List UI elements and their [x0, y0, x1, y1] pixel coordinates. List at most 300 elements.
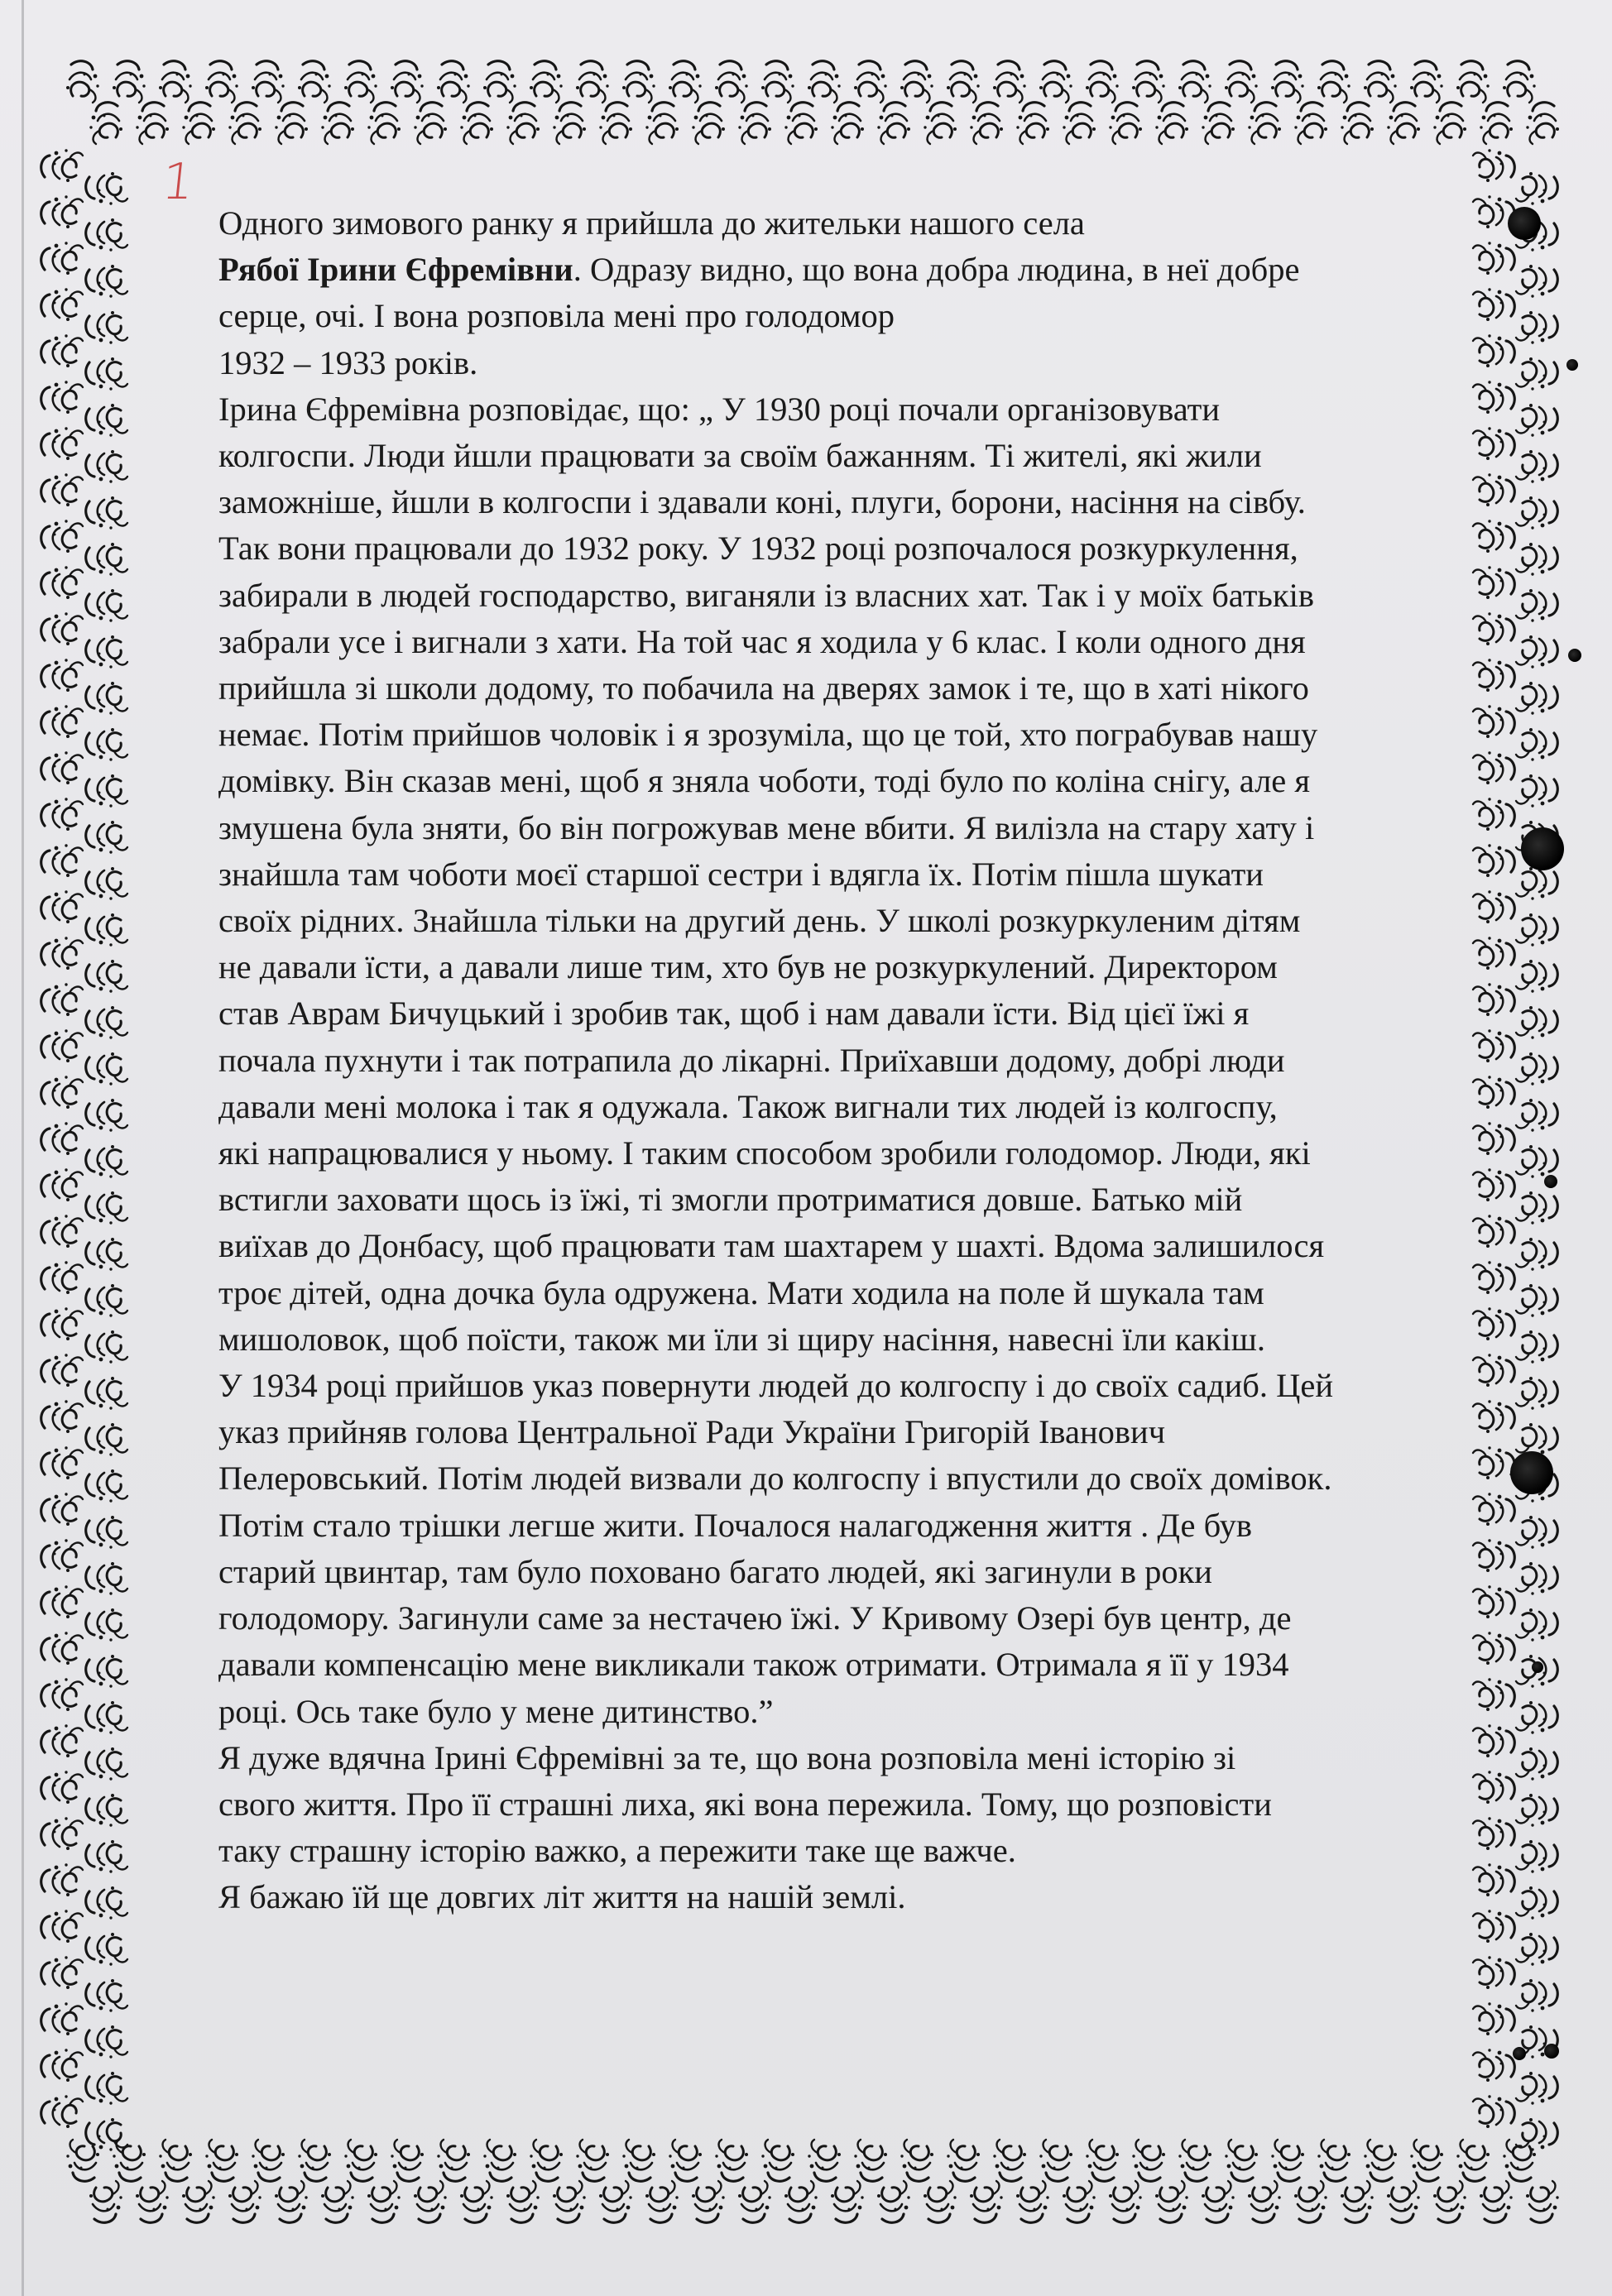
border-ornament — [86, 1794, 127, 1827]
intro-line — [218, 247, 1509, 293]
border-ornament — [1473, 2049, 1514, 2082]
border-ornament — [86, 1469, 127, 1503]
border-ornament — [1516, 1886, 1557, 1920]
border-ornament — [86, 1840, 127, 1873]
text-line: указ прийняв голова Центральної Ради України Григорій Іванович — [218, 1413, 1166, 1451]
border-ornament — [924, 2181, 957, 2222]
border-ornament — [1516, 1145, 1557, 1178]
border-ornament — [391, 61, 424, 103]
border-ornament — [1516, 728, 1557, 761]
border-ornament — [1063, 103, 1096, 144]
border-ornament — [41, 705, 83, 738]
border-ornament — [41, 798, 83, 831]
border-ornament — [41, 195, 83, 228]
border-ornament — [1516, 1979, 1557, 2012]
text-line: змушена була зняти, бо він погрожував мене вбити. Я вилізла на стару хату і — [218, 808, 1315, 846]
border-ornament — [1387, 2181, 1420, 2222]
border-ornament — [298, 2140, 331, 2181]
border-ornament — [228, 103, 261, 144]
border-ornament — [41, 2095, 83, 2128]
border-ornament — [41, 1400, 83, 1433]
border-ornament — [41, 937, 83, 970]
text-line: У 1934 році прийшов указ повернути людей до колгоспу і до своїх садиб. Цей — [218, 1367, 1334, 1405]
border-ornament — [41, 149, 83, 182]
border-ornament — [159, 61, 192, 103]
border-ornament — [738, 103, 771, 144]
border-ornament — [1526, 2181, 1559, 2222]
border-ornament — [1294, 103, 1327, 144]
text-line: колгоспи. Люди йшли працювати за своїм бажанням. Ті жителі, які жили — [218, 437, 1262, 475]
border-ornament — [86, 682, 127, 715]
punch-hole — [1513, 2047, 1526, 2060]
border-ornament — [41, 1539, 83, 1572]
text-line: став Аврам Бичуцький і зробив так, щоб і нам давали їсти. Від цієї їжі я — [218, 995, 1250, 1033]
border-ornament — [1516, 496, 1557, 530]
border-ornament — [86, 1284, 127, 1317]
border-ornament — [1516, 1284, 1557, 1317]
border-ornament — [1016, 2181, 1049, 2222]
border-ornament — [86, 2025, 127, 2059]
border-ornament — [275, 2181, 308, 2222]
border-ornament — [1480, 2181, 1513, 2222]
border-ornament — [86, 265, 127, 298]
border-ornament — [1109, 103, 1142, 144]
border-ornament — [715, 61, 748, 103]
border-ornament — [576, 61, 609, 103]
border-ornament — [86, 1099, 127, 1132]
border-ornament — [437, 61, 470, 103]
page-number: 1 — [159, 153, 197, 211]
border-ornament — [1516, 682, 1557, 715]
border-ornament — [692, 2181, 725, 2222]
border-ornament — [86, 821, 127, 854]
border-ornament — [275, 103, 308, 144]
border-ornament — [1516, 589, 1557, 622]
border-ornament — [41, 1771, 83, 1804]
border-ornament — [553, 103, 586, 144]
border-ornament — [86, 1608, 127, 1642]
border-ornament — [41, 1354, 83, 1387]
border-ornament — [1516, 1052, 1557, 1086]
border-ornament — [205, 2140, 238, 2181]
border-ornament — [1516, 2072, 1557, 2105]
text-line: домівку. Він сказав мені, щоб я зняла чоботи, тоді було по коліна снігу, але я — [218, 762, 1311, 800]
border-ornament — [41, 520, 83, 553]
border-ornament — [41, 1724, 83, 1757]
border-ornament — [159, 2140, 192, 2181]
text-line: прийшла зі школи додому, то побачила на дверях замок і те, що в хаті нікого — [218, 669, 1309, 707]
border-ornament — [645, 2181, 679, 2222]
border-ornament — [41, 751, 83, 784]
border-ornament — [86, 357, 127, 391]
border-ornament — [1516, 357, 1557, 391]
text-line: голодомору. Загинули саме за нестачею їжі. У Кривому Озері був центр, де — [218, 1599, 1292, 1637]
text-line: почала пухнути і так потрапила до лікарні. Приїхавши додому, добрі люди — [218, 1041, 1285, 1079]
border-ornament — [1039, 2140, 1072, 2181]
border-ornament — [1456, 61, 1490, 103]
border-ornament — [86, 1423, 127, 1456]
border-ornament — [367, 2181, 401, 2222]
border-ornament — [41, 1446, 83, 1479]
border-ornament — [669, 61, 702, 103]
text-line: забирали в людей господарство, виганяли із власних хат. Так і у моїх батьків — [218, 576, 1314, 614]
border-ornament — [86, 774, 127, 808]
border-ornament — [900, 61, 933, 103]
border-ornament — [645, 103, 679, 144]
border-ornament — [41, 2002, 83, 2035]
border-ornament — [252, 2140, 285, 2181]
border-ornament — [414, 2181, 447, 2222]
person-name: Рябої Ірини Єфремівни — [218, 251, 573, 289]
border-ornament — [86, 404, 127, 437]
border-ornament — [506, 103, 540, 144]
border-ornament — [86, 1747, 127, 1781]
border-ornament — [86, 913, 127, 947]
border-ornament — [86, 1006, 127, 1039]
border-ornament — [1456, 2140, 1490, 2181]
border-ornament — [1516, 1840, 1557, 1873]
punch-hole — [1532, 1661, 1543, 1673]
border-ornament — [113, 61, 146, 103]
border-ornament — [41, 1493, 83, 1526]
border-ornament — [205, 61, 238, 103]
border-ornament — [715, 2140, 748, 2181]
punch-hole — [1510, 1451, 1553, 1494]
intro-line-rest: . Одразу видно, що вона добра людина, в неї добре — [573, 251, 1300, 289]
border-ornament — [1132, 61, 1165, 103]
border-ornament — [1516, 1794, 1557, 1827]
border-ornament — [86, 1145, 127, 1178]
border-ornament — [86, 1979, 127, 2012]
border-ornament — [622, 61, 655, 103]
border-ornament — [1202, 103, 1235, 144]
border-ornament — [1086, 2140, 1119, 2181]
border-ornament — [89, 2181, 122, 2222]
border-ornament — [1516, 2118, 1557, 2151]
border-ornament — [41, 473, 83, 506]
text-line: Я дуже вдячна Ірині Єфремівні за те, що вона розповіла мені історію зі — [218, 1738, 1236, 1776]
punch-hole — [1544, 1175, 1557, 1188]
text-line: виїхав до Донбасу, щоб працювати там шахтарем у шахті. Вдома залишилося — [218, 1227, 1325, 1265]
border-ornament — [483, 61, 516, 103]
border-ornament — [41, 1261, 83, 1294]
border-ornament — [41, 1678, 83, 1711]
border-ornament — [86, 1562, 127, 1595]
border-ornament — [1109, 2181, 1142, 2222]
border-ornament — [947, 2140, 980, 2181]
text-line: своїх рідних. Знайшла тільки на другий день. У школі розкуркуленим дітям — [218, 902, 1301, 940]
border-ornament — [530, 2140, 563, 2181]
border-ornament — [182, 103, 215, 144]
text-line: встигли заховати щось із їжі, ті змогли протриматися довше. Батько мій — [218, 1181, 1243, 1219]
border-ornament — [1063, 2181, 1096, 2222]
border-ornament — [437, 2140, 470, 2181]
border-ornament — [1473, 2095, 1514, 2128]
border-ornament — [86, 728, 127, 761]
border-ornament — [599, 103, 632, 144]
border-ornament — [854, 61, 887, 103]
text-line: році. Ось таке було у мене дитинство.” — [218, 1692, 774, 1730]
border-ornament — [86, 1377, 127, 1410]
border-ornament — [41, 1585, 83, 1618]
border-ornament — [228, 2181, 261, 2222]
text-line: давали мені молока і так я одужала. Також вигнали тих людей із колгоспу, — [218, 1087, 1278, 1125]
border-ornament — [41, 381, 83, 414]
border-ornament — [1516, 311, 1557, 344]
border-ornament — [86, 450, 127, 483]
border-ornament — [182, 2181, 215, 2222]
border-ornament — [41, 1307, 83, 1340]
border-ornament — [1248, 103, 1281, 144]
border-ornament — [1364, 61, 1397, 103]
border-ornament — [1132, 2140, 1165, 2181]
text-line: не давали їсти, а давали лише тим, хто був не розкуркулений. Директором — [218, 948, 1278, 986]
border-ornament — [1271, 61, 1304, 103]
text-line: Пелеровський. Потім людей визвали до колгоспу і впустили до своїх домівок. — [218, 1460, 1332, 1498]
border-ornament — [1516, 265, 1557, 298]
border-ornament — [1202, 2181, 1235, 2222]
border-ornament — [86, 2072, 127, 2105]
border-ornament — [1178, 61, 1211, 103]
border-ornament — [1480, 103, 1513, 144]
border-ornament — [1516, 774, 1557, 808]
border-ornament — [86, 172, 127, 205]
border-ornament — [970, 2181, 1003, 2222]
border-ornament — [877, 103, 910, 144]
text-line: троє дітей, одна дочка була одружена. Мати ходила на поле й шукала там — [218, 1273, 1264, 1311]
border-ornament — [738, 2181, 771, 2222]
border-ornament — [1516, 1377, 1557, 1410]
text-line: заможніше, йшли в колгоспи і здавали коні, плуги, борони, насіння на сівбу. — [218, 483, 1306, 521]
border-ornament — [41, 334, 83, 367]
border-ornament — [86, 218, 127, 252]
border-ornament — [993, 2140, 1026, 2181]
text-line: свого життя. Про її страшні лиха, які вона пережила. Тому, що розповісти — [218, 1785, 1272, 1823]
border-ornament — [692, 103, 725, 144]
border-ornament — [1516, 1330, 1557, 1364]
border-ornament — [831, 2181, 864, 2222]
border-ornament — [1225, 61, 1258, 103]
border-ornament — [86, 496, 127, 530]
border-ornament — [86, 1886, 127, 1920]
border-ornament — [1503, 2140, 1536, 2181]
border-ornament — [1473, 2002, 1514, 2035]
border-ornament — [622, 2140, 655, 2181]
border-ornament — [252, 61, 285, 103]
text-line: мишоловок, щоб поїсти, також ми їли зі щиру насіння, навесні їли какіш. — [218, 1320, 1265, 1358]
border-ornament — [1341, 2181, 1374, 2222]
border-ornament — [1516, 635, 1557, 669]
border-ornament — [41, 1215, 83, 1248]
border-ornament — [321, 2181, 354, 2222]
border-ornament — [1271, 2140, 1304, 2181]
border-ornament — [1294, 2181, 1327, 2222]
punch-hole — [1521, 827, 1564, 870]
border-ornament — [86, 543, 127, 576]
border-ornament — [41, 1029, 83, 1062]
border-ornament — [41, 983, 83, 1016]
border-ornament — [86, 1191, 127, 1225]
border-ornament — [1516, 913, 1557, 947]
border-ornament — [553, 2181, 586, 2222]
border-ornament — [877, 2181, 910, 2222]
border-ornament — [854, 2140, 887, 2181]
border-ornament — [41, 1076, 83, 1109]
border-ornament — [506, 2181, 540, 2222]
border-ornament — [86, 867, 127, 900]
border-ornament — [41, 288, 83, 321]
text-line: забрали усе і вигнали з хати. На той час я ходила у 6 клас. І коли одного дня — [218, 622, 1306, 660]
border-ornament — [1516, 1191, 1557, 1225]
intro-line: серце, очі. І вона розповіла мені про голодомор — [218, 297, 895, 335]
border-ornament — [136, 103, 169, 144]
border-ornament — [1178, 2140, 1211, 2181]
punch-hole — [1566, 359, 1578, 371]
border-ornament — [41, 1122, 83, 1155]
border-ornament — [761, 2140, 794, 2181]
border-ornament — [1516, 1747, 1557, 1781]
border-ornament — [1516, 1006, 1557, 1039]
border-ornament — [599, 2181, 632, 2222]
punch-hole — [1544, 2044, 1559, 2059]
border-ornament — [321, 103, 354, 144]
text-line: таку страшну історію важко, а пережити таке ще важче. — [218, 1832, 1016, 1870]
border-ornament — [1516, 1701, 1557, 1734]
border-ornament — [1155, 103, 1188, 144]
border-ornament — [1155, 2181, 1188, 2222]
border-ornament — [1516, 1099, 1557, 1132]
border-ornament — [1387, 103, 1420, 144]
border-ornament — [66, 61, 99, 103]
border-ornament — [1516, 172, 1557, 205]
border-ornament — [41, 1910, 83, 1943]
border-ornament — [367, 103, 401, 144]
border-ornament — [1526, 103, 1559, 144]
border-ornament — [1433, 103, 1466, 144]
border-ornament — [89, 103, 122, 144]
border-ornament — [41, 1817, 83, 1850]
text-line: старий цвинтар, там було поховано багато людей, які загинули в роки — [218, 1552, 1212, 1590]
border-ornament — [414, 103, 447, 144]
border-ornament — [344, 2140, 377, 2181]
border-ornament — [1516, 1562, 1557, 1595]
border-ornament — [483, 2140, 516, 2181]
border-ornament — [576, 2140, 609, 2181]
border-ornament — [1516, 543, 1557, 576]
border-ornament — [86, 1330, 127, 1364]
document-body — [218, 200, 1509, 1921]
border-ornament — [41, 1956, 83, 1989]
text-line: немає. Потім прийшов чоловік і я зрозуміла, що це той, хто пограбував нашу — [218, 716, 1318, 754]
story-paragraph — [218, 386, 1509, 1735]
border-ornament — [41, 566, 83, 599]
border-ornament — [41, 659, 83, 692]
border-ornament — [808, 2140, 841, 2181]
border-ornament — [86, 960, 127, 993]
border-ornament — [784, 2181, 818, 2222]
border-ornament — [1410, 61, 1443, 103]
border-ornament — [1364, 2140, 1397, 2181]
border-ornament — [41, 2049, 83, 2082]
border-ornament — [86, 1933, 127, 1966]
border-ornament — [86, 1516, 127, 1549]
border-ornament — [900, 2140, 933, 2181]
border-ornament — [947, 61, 980, 103]
closing-paragraph — [218, 1735, 1509, 1921]
punch-hole — [1568, 649, 1581, 662]
text-line: Ірина Єфремівна розповідає, що: „ У 1930 році почали організовувати — [218, 390, 1221, 428]
border-ornament — [1516, 1933, 1557, 1966]
border-ornament — [530, 61, 563, 103]
border-ornament — [86, 1655, 127, 1688]
border-ornament — [1039, 61, 1072, 103]
border-ornament — [86, 1238, 127, 1271]
border-ornament — [1516, 404, 1557, 437]
border-ornament — [1516, 450, 1557, 483]
border-ornament — [831, 103, 864, 144]
border-ornament — [41, 1863, 83, 1896]
border-ornament — [1516, 960, 1557, 993]
border-ornament — [136, 2181, 169, 2222]
text-line: Потім стало трішки легше жити. Почалося налагодження життя . Де був — [218, 1506, 1253, 1544]
border-ornament — [41, 1168, 83, 1201]
border-ornament — [298, 61, 331, 103]
text-line: давали компенсацію мене викликали також отримати. Отримала я її у 1934 — [218, 1646, 1289, 1684]
border-ornament — [86, 635, 127, 669]
border-ornament — [391, 2140, 424, 2181]
border-ornament — [41, 242, 83, 275]
border-ornament — [41, 1632, 83, 1665]
border-ornament — [1086, 61, 1119, 103]
border-ornament — [1473, 149, 1514, 182]
border-ornament — [1516, 1516, 1557, 1549]
text-line: Я бажаю їй ще довгих літ життя на нашій землі. — [218, 1878, 906, 1916]
border-ornament — [784, 103, 818, 144]
border-ornament — [86, 1701, 127, 1734]
border-ornament — [41, 890, 83, 923]
text-line: Так вони працювали до 1932 року. У 1932 році розпочалося розкуркулення, — [218, 530, 1298, 568]
text-line: знайшла там чоботи моєї старшої сестри і вдягла їх. Потім пішла шукати — [218, 855, 1264, 893]
border-ornament — [86, 311, 127, 344]
text-line: які напрацювалися у ньому. І таким способом зробили голодомор. Люди, які — [218, 1134, 1311, 1172]
border-ornament — [1516, 1238, 1557, 1271]
border-ornament — [761, 61, 794, 103]
border-ornament — [1225, 2140, 1258, 2181]
border-ornament — [669, 2140, 702, 2181]
border-ornament — [41, 612, 83, 645]
border-ornament — [993, 61, 1026, 103]
border-ornament — [1248, 2181, 1281, 2222]
border-ornament — [1516, 867, 1557, 900]
border-ornament — [970, 103, 1003, 144]
intro-line: 1932 – 1933 років. — [218, 343, 478, 381]
border-ornament — [1016, 103, 1049, 144]
border-ornament — [344, 61, 377, 103]
border-ornament — [1317, 2140, 1351, 2181]
punch-hole — [1508, 207, 1541, 240]
border-ornament — [41, 844, 83, 877]
border-left-column — [41, 149, 127, 2150]
border-ornament — [1341, 103, 1374, 144]
border-ornament — [460, 103, 493, 144]
border-ornament — [808, 61, 841, 103]
border-bottom-row — [66, 2140, 1558, 2222]
border-ornament — [924, 103, 957, 144]
border-ornament — [1317, 61, 1351, 103]
border-ornament — [1410, 2140, 1443, 2181]
border-ornament — [41, 427, 83, 460]
border-ornament — [460, 2181, 493, 2222]
